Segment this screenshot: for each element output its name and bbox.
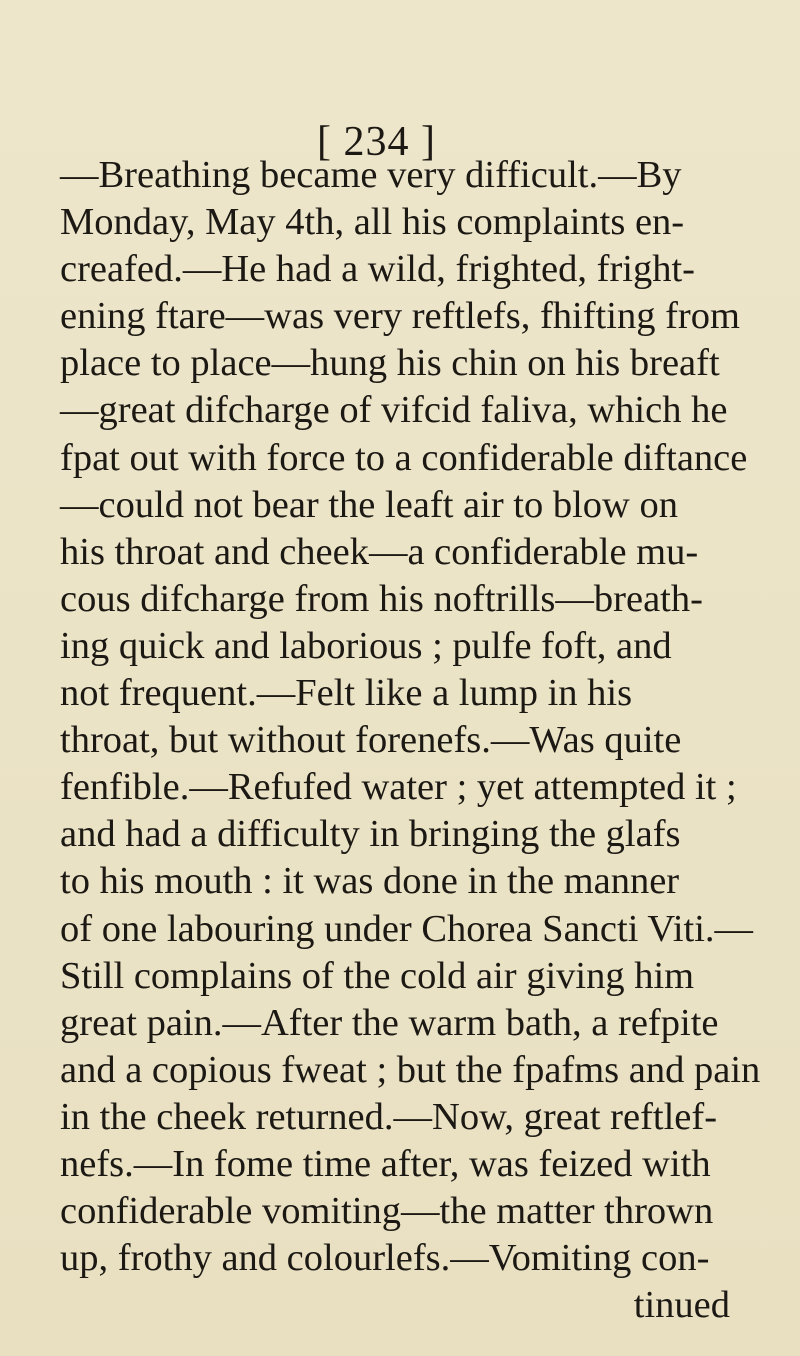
text-line: —Breathing became very difficult.—By — [60, 154, 682, 196]
text-line: cous difcharge from his noftrills—breath- — [60, 577, 703, 620]
body-text — [60, 152, 760, 1329]
text-line: throat, but without forenefs.—Was quite — [60, 719, 682, 762]
text-line: fenfible.—Refufed water ; yet attempted it ; — [60, 766, 737, 809]
text-line: creafed.—He had a wild, frighted, fright- — [60, 248, 695, 291]
page-number: [ 234 ] — [317, 119, 436, 165]
text-line: place to place—hung his chin on his breaft — [60, 342, 720, 385]
text-line: in the cheek returned.—Now, great reftlef- — [60, 1095, 718, 1138]
text-line: of one labouring under Chorea Sancti Viti.— — [60, 907, 754, 950]
text-line: and had a difficulty in bringing the glafs — [60, 813, 681, 856]
text-line: great pain.—After the warm bath, a refpite — [60, 1001, 719, 1044]
text-line: Monday, May 4th, all his complaints en- — [60, 201, 685, 244]
text-line: ing quick and laborious ; pulfe foft, and — [60, 624, 672, 667]
text-line: ening ftare—was very reftlefs, fhifting from — [60, 295, 740, 338]
text-line: —could not bear the leaft air to blow on — [60, 483, 678, 526]
text-line: fpat out with force to a confiderable diftance — [60, 436, 748, 479]
catchword: tinued — [633, 1284, 730, 1327]
text-line: his throat and cheek—a confiderable mu- — [60, 530, 699, 573]
text-line: and a copious fweat ; but the fpafms and pain — [60, 1048, 761, 1091]
text-line: —great difcharge of vifcid faliva, which he — [60, 389, 728, 432]
text-line: to his mouth : it was done in the manner — [60, 860, 680, 903]
text-line: Still complains of the cold air giving him — [60, 954, 695, 997]
text-line: up, frothy and colourlefs.—Vomiting con- — [60, 1237, 710, 1280]
text-line: not frequent.—Felt like a lump in his — [60, 672, 633, 715]
text-line: nefs.—In fome time after, was feized with — [60, 1142, 711, 1185]
text-line: confiderable vomiting—the matter thrown — [60, 1190, 714, 1233]
